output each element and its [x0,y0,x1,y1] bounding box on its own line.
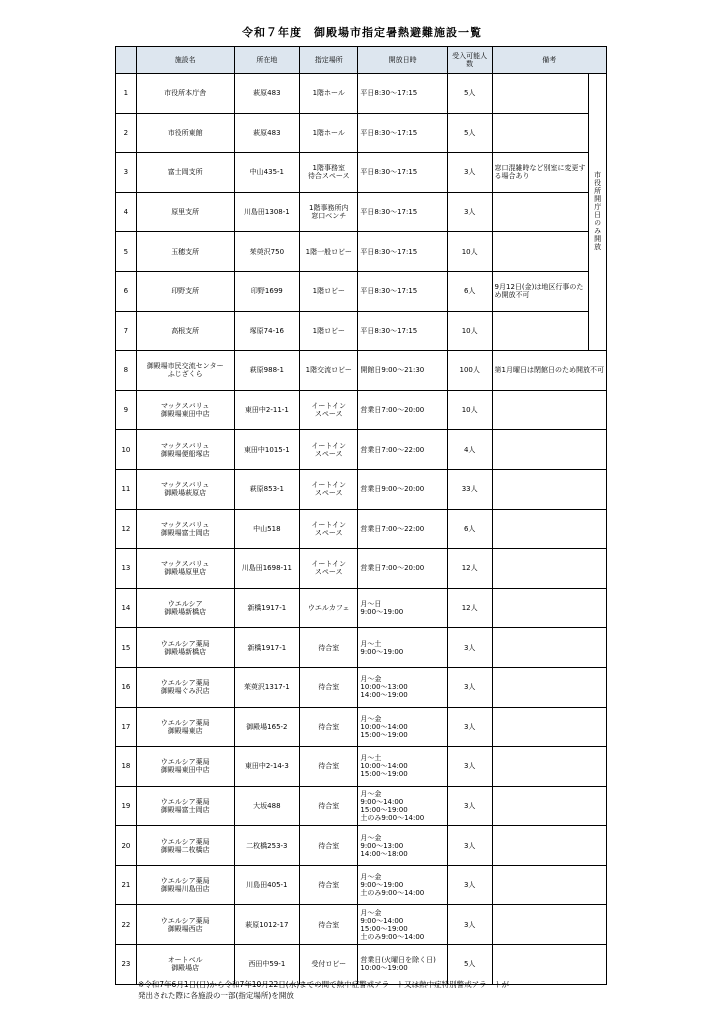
opening-hours: 月～金 9:00～14:00 15:00～19:00 土のみ9:00～14:00 [358,786,447,826]
row-number: 14 [116,588,137,628]
header-place: 指定場所 [300,47,358,74]
table-row [116,588,607,628]
opening-hours: 営業日(火曜日を除く日) 10:00～19:00 [358,945,447,985]
facility-address: 西田中59-1 [234,945,300,985]
header-number [116,47,137,74]
facility-address: 中山435-1 [234,153,300,193]
capacity: 3人 [447,667,492,707]
facility-address: 御殿場165-2 [234,707,300,747]
facility-name: ウエルシア 御殿場新橋店 [136,588,234,628]
remarks: 第1月曜日は閉館日のため開放不可 [492,351,606,391]
row-number: 18 [116,747,137,787]
facility-name: 富士岡支所 [136,153,234,193]
opening-hours: 月～金 9:00～19:00 土のみ9:00～14:00 [358,865,447,905]
opening-hours: 営業日9:00～20:00 [358,469,447,509]
capacity: 12人 [447,549,492,589]
table-row [116,509,607,549]
opening-hours: 月～金 10:00～14:00 15:00～19:00 [358,707,447,747]
capacity: 5人 [447,945,492,985]
facility-name: ウエルシア薬局 御殿場新橋店 [136,628,234,668]
remarks [492,667,606,707]
designated-place: イートイン スペース [300,390,358,430]
facility-address: 萩原988-1 [234,351,300,391]
row-number: 5 [116,232,137,272]
row-number: 17 [116,707,137,747]
opening-hours: 平日8:30～17:15 [358,192,447,232]
designated-place: 待合室 [300,786,358,826]
opening-hours: 平日8:30～17:15 [358,232,447,272]
facility-address: 茱萸沢750 [234,232,300,272]
designated-place: 1階交流ロビー [300,351,358,391]
row-number: 15 [116,628,137,668]
remarks [492,192,589,232]
row-number: 10 [116,430,137,470]
facility-address: 東田中1015-1 [234,430,300,470]
designated-place: イートイン スペース [300,469,358,509]
table-row [116,113,607,153]
capacity: 3人 [447,192,492,232]
capacity: 6人 [447,271,492,311]
facility-name: 印野支所 [136,271,234,311]
facility-name: オートベル 御殿場店 [136,945,234,985]
opening-hours: 平日8:30～17:15 [358,113,447,153]
table-row [116,232,607,272]
table-row [116,192,607,232]
designated-place: イートイン スペース [300,549,358,589]
facility-name: 原里支所 [136,192,234,232]
row-number: 16 [116,667,137,707]
facility-address: 萩原853-1 [234,469,300,509]
designated-place: イートイン スペース [300,509,358,549]
capacity: 33人 [447,469,492,509]
table-row [116,747,607,787]
capacity: 3人 [447,628,492,668]
opening-hours: 営業日7:00～20:00 [358,549,447,589]
facility-name: マックスバリュ 御殿場萩原店 [136,469,234,509]
remarks [492,390,606,430]
facility-name: 市役所東館 [136,113,234,153]
facility-name: 御殿場市民交流センター ふじざくら [136,351,234,391]
remarks [492,628,606,668]
opening-hours: 営業日7:00～22:00 [358,430,447,470]
designated-place: 待合室 [300,865,358,905]
facility-address: 東田中2-14-3 [234,747,300,787]
facility-address: 東田中2-11-1 [234,390,300,430]
capacity: 12人 [447,588,492,628]
row-number: 4 [116,192,137,232]
header-capacity: 受入可能人数 [447,47,492,74]
facility-address: 川島田405-1 [234,865,300,905]
opening-hours: 平日8:30～17:15 [358,311,447,351]
capacity: 3人 [447,707,492,747]
remarks [492,707,606,747]
designated-place: 1階事務所内 窓口ベンチ [300,192,358,232]
facility-address: 萩原483 [234,74,300,114]
facility-name: ウエルシア薬局 御殿場川島田店 [136,865,234,905]
facility-name: マックスバリュ 御殿場原里店 [136,549,234,589]
row-number: 2 [116,113,137,153]
designated-place: 待合室 [300,628,358,668]
row-number: 8 [116,351,137,391]
capacity: 10人 [447,232,492,272]
designated-place: イートイン スペース [300,430,358,470]
table-row [116,351,607,391]
facility-address: 新橋1917-1 [234,588,300,628]
remarks [492,905,606,945]
header-remarks: 備考 [492,47,606,74]
facility-name: ウエルシア薬局 御殿場ぐみ沢店 [136,667,234,707]
facility-address: 茱萸沢1317-1 [234,667,300,707]
remarks [492,747,606,787]
opening-hours: 月～土 10:00～14:00 15:00～19:00 [358,747,447,787]
opening-hours: 平日8:30～17:15 [358,153,447,193]
designated-place: 待合室 [300,747,358,787]
remarks [492,113,589,153]
table-header-row [116,47,607,74]
side-note [589,74,607,351]
table-row [116,74,607,114]
capacity: 3人 [447,905,492,945]
table-row [116,707,607,747]
table-row [116,430,607,470]
opening-hours: 月～金 10:00～13:00 14:00～19:00 [358,667,447,707]
facility-name: ウエルシア薬局 御殿場東店 [136,707,234,747]
facility-name: 玉穂支所 [136,232,234,272]
table-row [116,826,607,866]
capacity: 5人 [447,74,492,114]
capacity: 3人 [447,826,492,866]
table-row [116,905,607,945]
row-number: 19 [116,786,137,826]
table-row [116,667,607,707]
remarks [492,311,589,351]
facility-name: 高根支所 [136,311,234,351]
opening-hours: 月～土 9:00～19:00 [358,628,447,668]
remarks [492,945,606,985]
designated-place: 1階ホール [300,74,358,114]
row-number: 11 [116,469,137,509]
designated-place: 待合室 [300,707,358,747]
capacity: 4人 [447,430,492,470]
remarks [492,826,606,866]
table-row [116,271,607,311]
designated-place: 待合室 [300,667,358,707]
capacity: 10人 [447,311,492,351]
remarks: 9月12日(金)は地区行事のため開放不可 [492,271,589,311]
row-number: 6 [116,271,137,311]
side-note-text: 市役所開庁日のみ開放 [593,171,602,252]
designated-place: 1階一般ロビー [300,232,358,272]
facility-address: 塚原74-16 [234,311,300,351]
remarks [492,430,606,470]
page-title: 令和７年度 御殿場市指定暑熱避難施設一覧 [242,26,482,39]
remarks: 窓口混雑時など別室に変更する場合あり [492,153,589,193]
row-number: 7 [116,311,137,351]
row-number: 23 [116,945,137,985]
table-row [116,153,607,193]
designated-place: 1階事務室 待合スペース [300,153,358,193]
opening-hours: 営業日7:00～20:00 [358,390,447,430]
facility-address: 二枚橋253-3 [234,826,300,866]
capacity: 3人 [447,747,492,787]
row-number: 21 [116,865,137,905]
facility-address: 新橋1917-1 [234,628,300,668]
row-number: 13 [116,549,137,589]
facility-name: ウエルシア薬局 御殿場富士岡店 [136,786,234,826]
facility-name: マックスバリュ 御殿場富士岡店 [136,509,234,549]
facility-address: 萩原1012-17 [234,905,300,945]
designated-place: 待合室 [300,826,358,866]
remarks [492,786,606,826]
designated-place: 1階ロビー [300,271,358,311]
opening-hours: 月～金 9:00～14:00 15:00～19:00 土のみ9:00～14:00 [358,905,447,945]
table-row [116,786,607,826]
facility-name: ウエルシア薬局 御殿場二枚橋店 [136,826,234,866]
table-row [116,311,607,351]
row-number: 20 [116,826,137,866]
opening-hours: 営業日7:00～22:00 [358,509,447,549]
opening-hours: 開館日9:00～21:30 [358,351,447,391]
row-number: 3 [116,153,137,193]
capacity: 3人 [447,786,492,826]
remarks [492,509,606,549]
facility-address: 萩原483 [234,113,300,153]
remarks [492,74,589,114]
opening-hours: 月～日 9:00～19:00 [358,588,447,628]
remarks [492,232,589,272]
row-number: 12 [116,509,137,549]
footnote-line: ※令和7年6月1日(日)から令和7年10月22日(水)までの間で熱中症警戒アラート又は熱中症特別警戒アラートが [138,980,510,989]
facility-address: 川島田1308-1 [234,192,300,232]
row-number: 9 [116,390,137,430]
capacity: 3人 [447,153,492,193]
remarks [492,588,606,628]
remarks [492,469,606,509]
capacity: 100人 [447,351,492,391]
facility-name: マックスバリュ 御殿場便船塚店 [136,430,234,470]
opening-hours: 月～金 9:00～13:00 14:00～18:00 [358,826,447,866]
opening-hours: 平日8:30～17:15 [358,271,447,311]
facility-name: ウエルシア薬局 御殿場東田中店 [136,747,234,787]
facilities-table [115,46,607,985]
header-name: 施設名 [136,47,234,74]
facility-address: 大坂488 [234,786,300,826]
opening-hours: 平日8:30～17:15 [358,74,447,114]
table-row [116,628,607,668]
table-row [116,390,607,430]
row-number: 22 [116,905,137,945]
facility-name: 市役所本庁舎 [136,74,234,114]
facility-address: 川島田1698-11 [234,549,300,589]
designated-place: 1階ホール [300,113,358,153]
facility-name: マックスバリュ 御殿場東田中店 [136,390,234,430]
capacity: 3人 [447,865,492,905]
facility-name: ウエルシア薬局 御殿場西店 [136,905,234,945]
designated-place: ウエルカフェ [300,588,358,628]
table-row [116,469,607,509]
facility-address: 印野1699 [234,271,300,311]
footnote [138,979,509,1001]
row-number: 1 [116,74,137,114]
remarks [492,549,606,589]
header-hours: 開放日時 [358,47,447,74]
footnote-line: 発出された際に各施設の一部(指定場所)を開放 [138,991,294,1000]
capacity: 6人 [447,509,492,549]
table-row [116,549,607,589]
remarks [492,865,606,905]
designated-place: 受付ロビー [300,945,358,985]
capacity: 5人 [447,113,492,153]
facility-address: 中山518 [234,509,300,549]
designated-place: 1階ロビー [300,311,358,351]
table-row [116,865,607,905]
designated-place: 待合室 [300,905,358,945]
capacity: 10人 [447,390,492,430]
header-address: 所在地 [234,47,300,74]
